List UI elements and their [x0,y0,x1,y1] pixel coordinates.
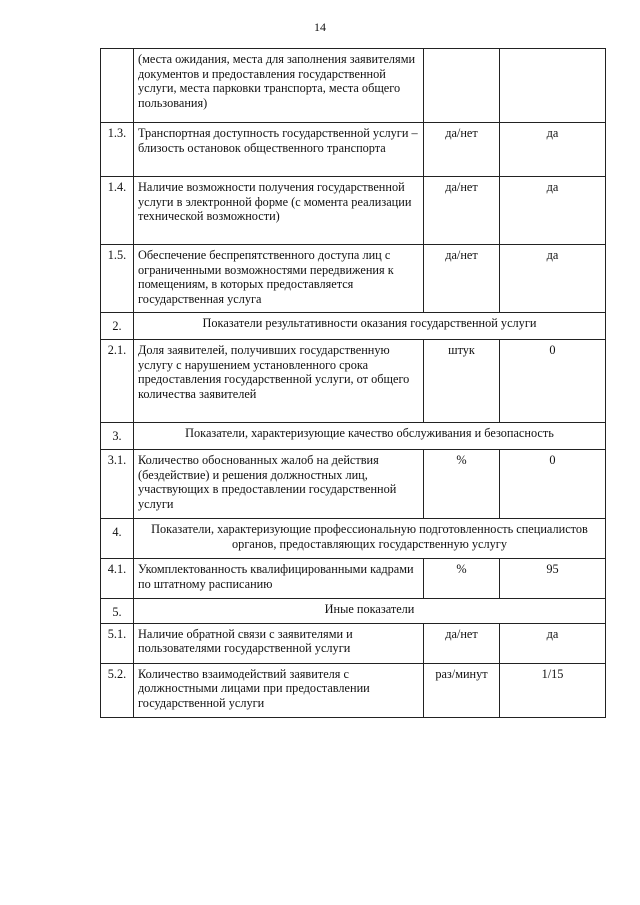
indicator-unit: да/нет [424,123,500,177]
indicator-value: 0 [500,450,606,519]
indicator-value: да [500,245,606,313]
indicator-value: да [500,623,606,663]
row-number: 4.1. [101,559,134,599]
section-number: 4. [101,519,134,559]
table-row [101,340,606,423]
indicator-value: 95 [500,559,606,599]
indicator-value: 1/15 [500,663,606,717]
indicator-name: Количество взаимодействий заявителя с должностными лицами при предоставлении государственной услуги [134,663,424,717]
section-row [101,313,606,340]
indicator-value: 0 [500,340,606,423]
indicator-name: Доля заявителей, получивших государственную услугу с нарушением установленного срока предоставления государственной услуги, от общего количества заявителей [134,340,424,423]
row-number [101,49,134,123]
indicator-value: да [500,177,606,245]
indicator-unit: % [424,450,500,519]
indicator-name: Обеспечение беспрепятственного доступа лиц с ограниченными возможностями передвижения к помещениям, в которых предоставляется государственная услуга [134,245,424,313]
indicator-name: Укомплектованность квалифицированными кадрами по штатному расписанию [134,559,424,599]
indicator-unit: штук [424,340,500,423]
page-number: 14 [314,20,326,34]
section-row [101,519,606,559]
table-row [101,623,606,663]
indicator-unit: да/нет [424,623,500,663]
section-title: Иные показатели [134,599,606,624]
indicator-unit: да/нет [424,177,500,245]
indicator-name: Количество обоснованных жалоб на действия (бездействие) и решения должностных лиц, участвующих в предоставлении государственной услуги [134,450,424,519]
section-number: 5. [101,599,134,624]
row-number: 3.1. [101,450,134,519]
section-title: Показатели результативности оказания государственной услуги [134,313,606,340]
table-row [101,245,606,313]
indicator-unit: да/нет [424,245,500,313]
row-number: 5.2. [101,663,134,717]
row-number: 1.3. [101,123,134,177]
section-title: Показатели, характеризующие качество обслуживания и безопасность [134,423,606,450]
section-number: 2. [101,313,134,340]
row-number: 2.1. [101,340,134,423]
table-row [101,559,606,599]
row-number: 1.4. [101,177,134,245]
table-row [101,49,606,123]
indicator-unit [424,49,500,123]
indicator-unit: % [424,559,500,599]
section-row [101,599,606,624]
indicator-value [500,49,606,123]
row-number: 1.5. [101,245,134,313]
indicator-name: Наличие обратной связи с заявителями и пользователями государственной услуги [134,623,424,663]
section-title: Показатели, характеризующие профессиональную подготовленность специалистов органов, предоставляющих государственную услугу [134,519,606,559]
indicator-unit: раз/минут [424,663,500,717]
indicator-name: Транспортная доступность государственной услуги – близость остановок общественного транспорта [134,123,424,177]
indicator-value: да [500,123,606,177]
section-row [101,423,606,450]
table-row [101,123,606,177]
table-row [101,450,606,519]
indicator-name: Наличие возможности получения государственной услуги в электронной форме (с момента реализации технической возможности) [134,177,424,245]
indicator-name: (места ожидания, места для заполнения заявителями документов и предоставления государственной услуги, места парковки транспорта, места общего пользования) [134,49,424,123]
table-row [101,663,606,717]
table-row [101,177,606,245]
indicators-table [100,48,606,718]
row-number: 5.1. [101,623,134,663]
section-number: 3. [101,423,134,450]
